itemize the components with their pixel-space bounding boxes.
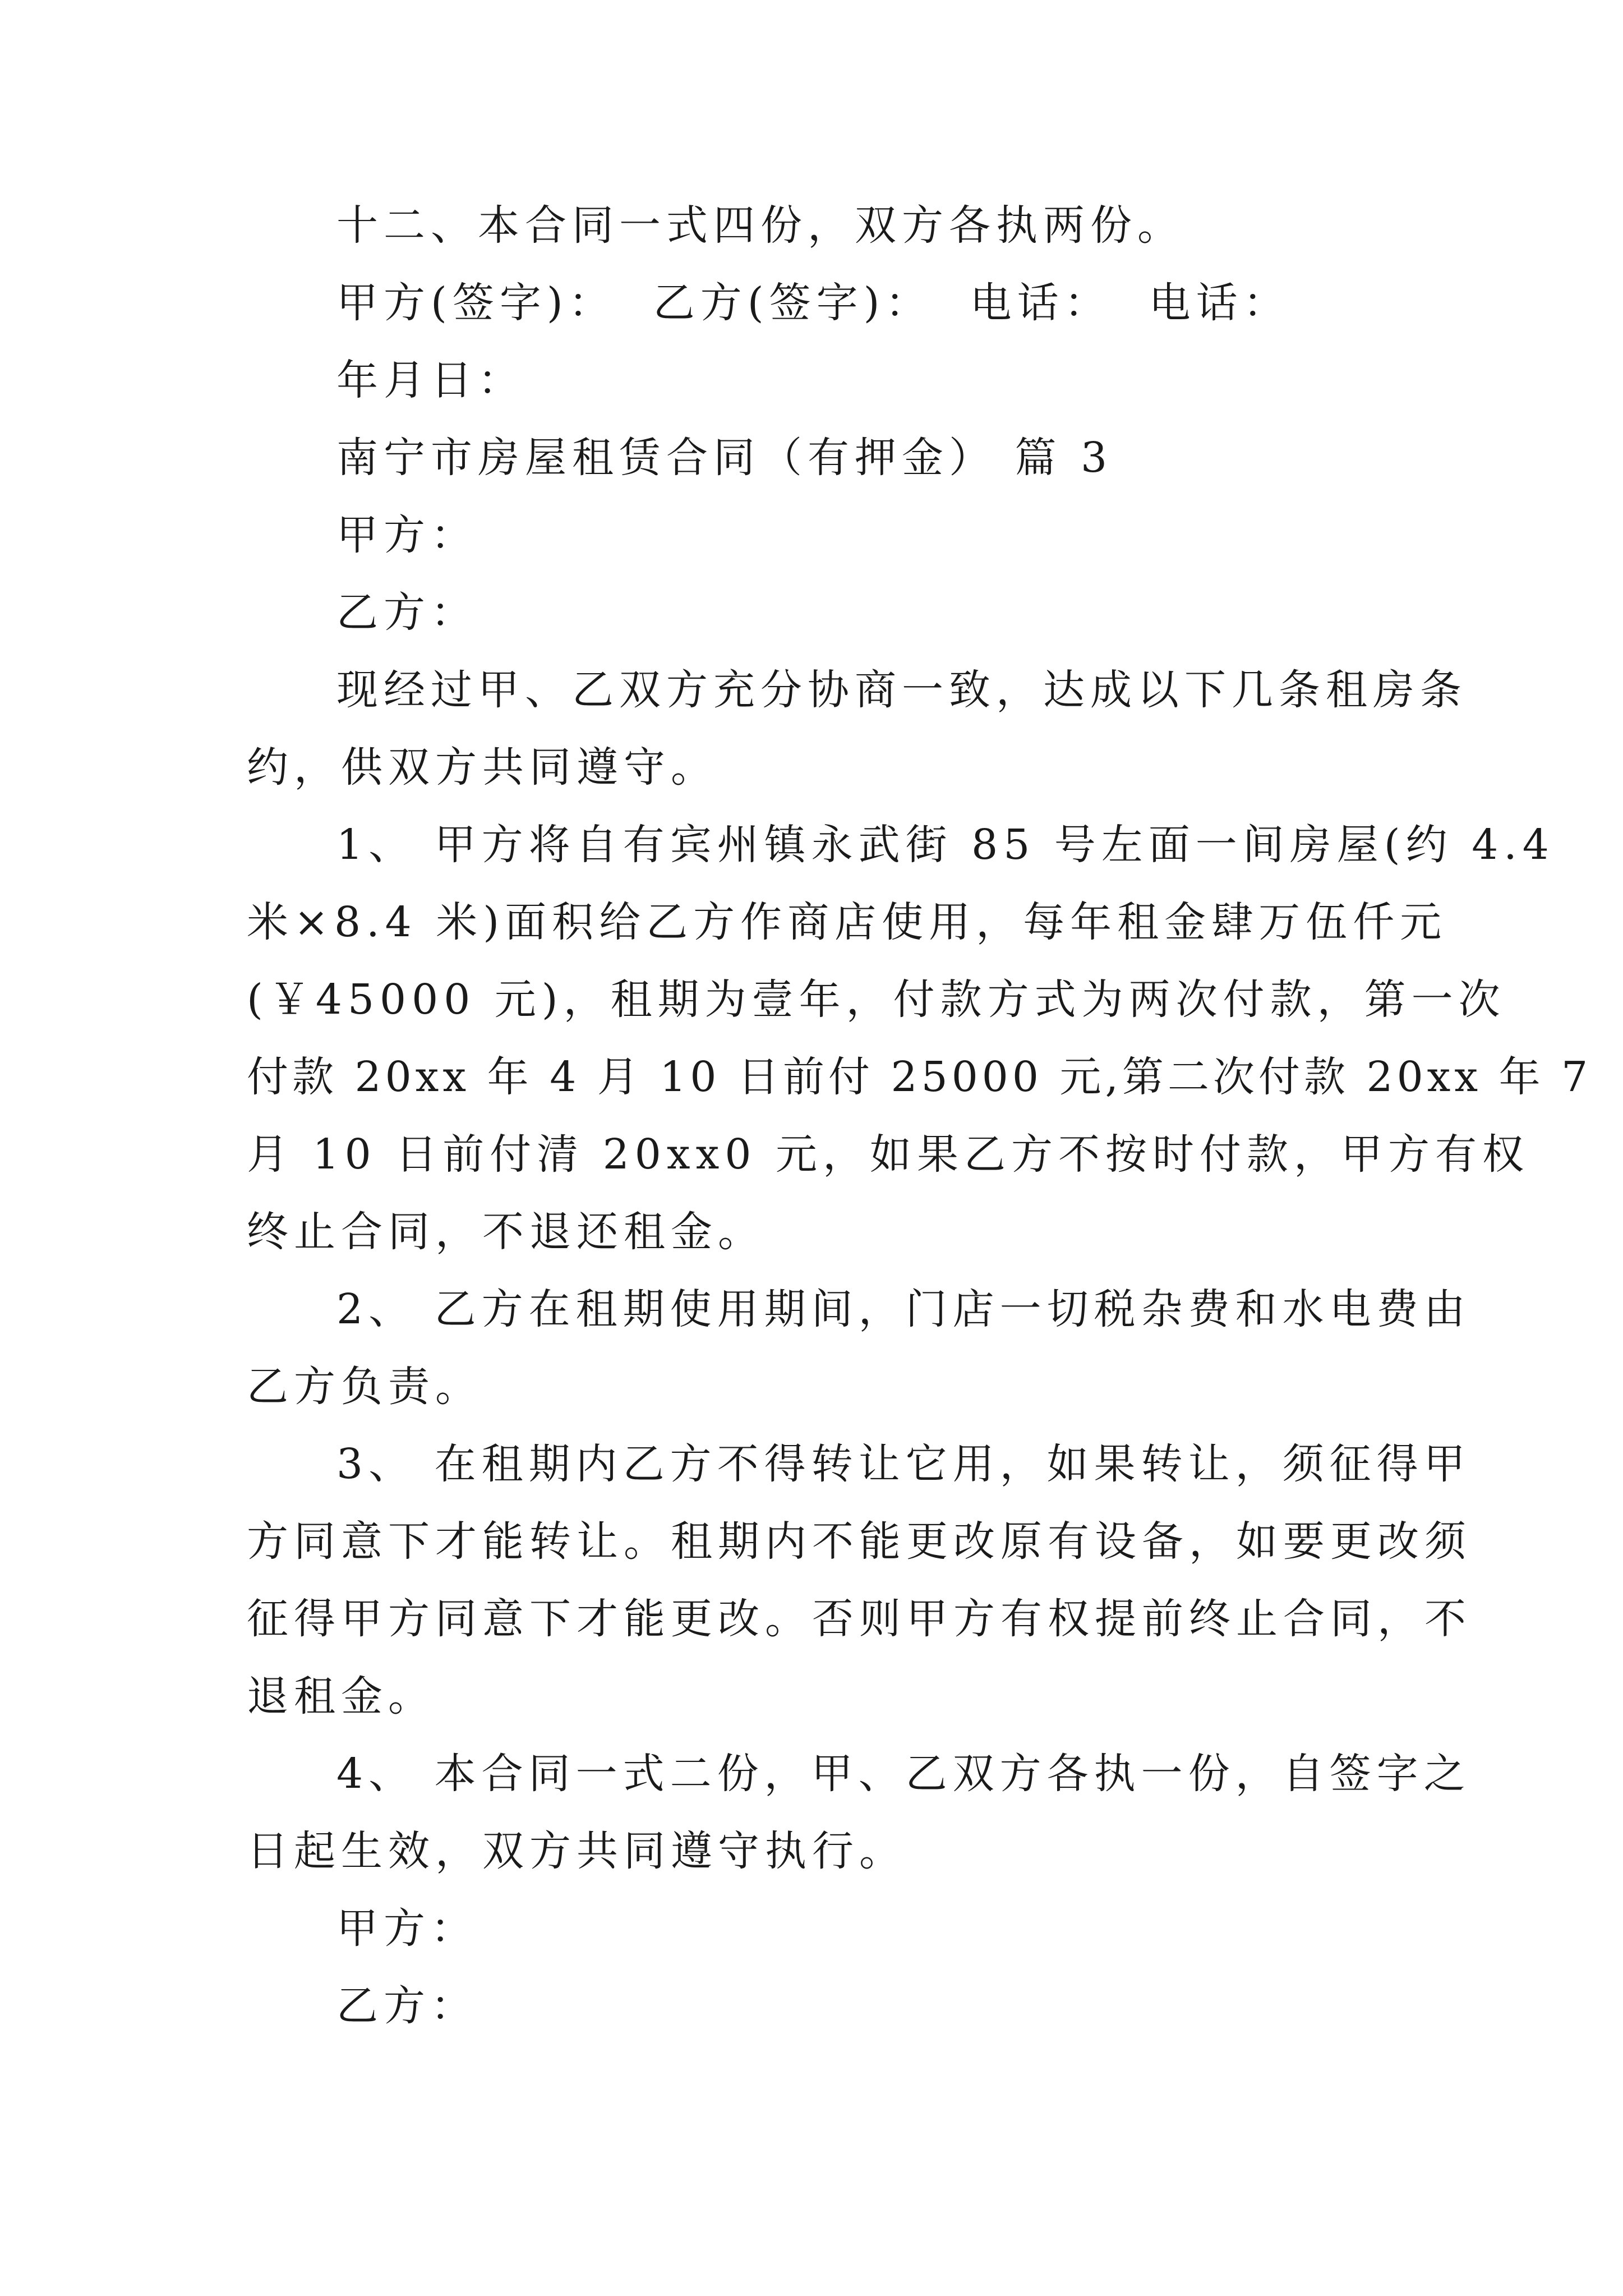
clause-2-line-1: 2、 乙方在租期使用期间，门店一切税杂费和水电费由	[336, 1285, 1471, 1333]
party-b-label: 乙方：	[336, 588, 478, 637]
preamble-line-1: 现经过甲、乙双方充分协商一致，达成以下几条租房条	[336, 666, 1467, 714]
date-line: 年月日：	[336, 356, 525, 404]
signature-phone-line: 甲方(签字)： 乙方(签字)： 电话： 电话：	[336, 279, 1290, 327]
clause-1-line-1: 1、 甲方将自有宾州镇永武街 85 号左面一间房屋(约 4.4	[336, 821, 1555, 869]
clause-1-line-5: 月 10 日前付清 20xx0 元，如果乙方不按时付款，甲方有权	[247, 1130, 1529, 1179]
clause-1-line-2: 米×8.4 米)面积给乙方作商店使用，每年租金肆万伍仟元	[247, 898, 1447, 946]
party-b-signature: 乙方：	[336, 1982, 478, 2030]
party-a-signature: 甲方：	[336, 1904, 478, 1953]
preamble-line-2: 约，供双方共同遵守。	[247, 743, 718, 792]
clause-3-line-3: 征得甲方同意下才能更改。否则甲方有权提前终止合同，不	[247, 1595, 1472, 1643]
clause-1-line-4: 付款 20xx 年 4 月 10 日前付 25000 元,第二次付款 20xx 年 7	[247, 1053, 1592, 1101]
clause-3-line-2: 方同意下才能转让。租期内不能更改原有设备，如要更改须	[247, 1517, 1472, 1566]
clause-12-copies: 十二、本合同一式四份，双方各执两份。	[336, 201, 1184, 250]
clause-3-line-1: 3、 在租期内乙方不得转让它用，如果转让，须征得甲	[336, 1440, 1471, 1488]
clause-4-line-2: 日起生效，双方共同遵守执行。	[247, 1827, 906, 1875]
clause-3-line-4: 退租金。	[247, 1672, 435, 1720]
party-a-label: 甲方：	[336, 511, 478, 559]
clause-1-line-3: (￥45000 元)，租期为壹年，付款方式为两次付款，第一次	[247, 976, 1506, 1024]
clause-1-line-6: 终止合同，不退还租金。	[247, 1208, 765, 1256]
section-title: 南宁市房屋租赁合同（有押金） 篇 3	[336, 434, 1113, 482]
clause-2-line-2: 乙方负责。	[247, 1363, 482, 1411]
clause-4-line-1: 4、 本合同一式二份，甲、乙双方各执一份，自签字之	[336, 1750, 1471, 1798]
